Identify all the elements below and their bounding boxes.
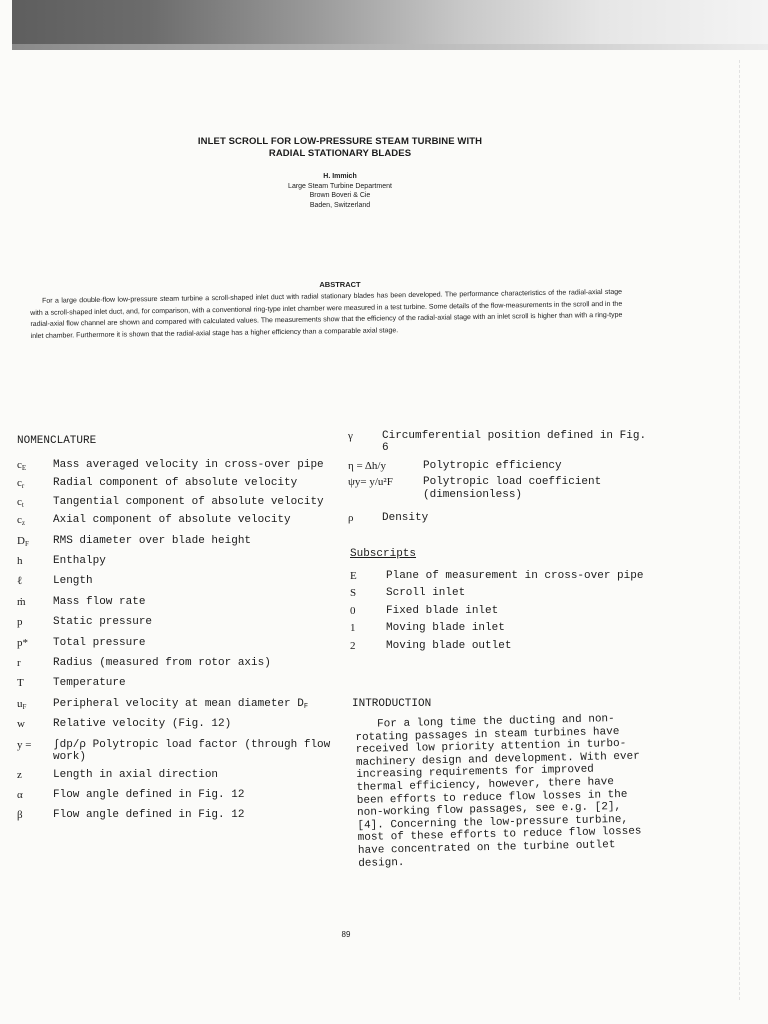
nomenclature-row — [17, 718, 332, 733]
subscript-symbol: E — [350, 570, 357, 582]
nomenclature-row — [17, 739, 332, 764]
scan-edge-shadow — [12, 0, 768, 50]
nomenclature-right-list — [348, 430, 648, 524]
nomenclature-symbol: $c_r$ — [17, 477, 25, 491]
nomenclature-symbol: p* — [17, 636, 28, 649]
author-name: H. Immich — [323, 173, 357, 180]
author-department: Large Steam Turbine Department — [288, 182, 392, 190]
nomenclature-symbol: $c_t$ — [17, 495, 24, 509]
nomenclature-definition: Temperature — [53, 677, 126, 690]
subscript-row — [350, 570, 650, 582]
nomenclature-definition: Tangential component of absolute velocity — [53, 495, 324, 508]
title-line-1: INLET SCROLL FOR LOW-PRESSURE STEAM TURBINE WITH — [197, 136, 483, 147]
author-company: Brown Boveri & Cie — [309, 192, 371, 199]
nomenclature-symbol: β — [17, 809, 23, 822]
nomenclature-symbol: y = — [17, 738, 32, 751]
nomenclature-definition: Polytropic efficiency — [423, 459, 562, 472]
nomenclature-row — [17, 677, 332, 692]
nomenclature-definition: Radius (measured from rotor axis) — [53, 657, 271, 670]
nomenclature-definition: ∫dp/ρ Polytropic load factor (through flow work) — [53, 738, 331, 764]
nomenclature-definition: Axial component of absolute velocity — [53, 514, 291, 527]
nomenclature-symbol: γ — [348, 430, 353, 442]
subscript-definition: Moving blade outlet — [386, 639, 512, 652]
nomenclature-row — [348, 512, 648, 524]
nomenclature-symbol: $c_E$ — [17, 459, 27, 472]
nomenclature-row — [17, 637, 332, 652]
nomenclature-definition: Length in axial direction — [53, 768, 219, 781]
introduction-heading: INTRODUCTION — [352, 698, 432, 710]
nomenclature-heading: NOMENCLATURE — [17, 435, 97, 447]
subscript-symbol: S — [350, 587, 357, 600]
abstract-text: For a large double-flow low-pressure steam turbine a scroll-shaped inlet duct with radial stationary blades has been developed. The performance characteristics of the radial-axial stage with a scroll-shaped inlet duct, and, for comparison, with a conventional ring-type inlet chamber were measured in a test turbine. Some details of the flow-measurements in the scroll and in the radial-axial flow channel are shown and compared with calculated values. The measurements show that the efficiency of the radial-axial stage with an inlet scroll is higher than with a ring-type inlet chamber. Furthermore it is shown that the radial-axial stage has a higher efficiency than a comparable axial stage. — [30, 288, 623, 340]
nomenclature-row — [17, 477, 332, 492]
page-number: 89 — [341, 930, 351, 939]
nomenclature-definition: Mass averaged velocity in cross-over pipe — [53, 459, 324, 471]
nomenclature-definition: Total pressure — [53, 636, 146, 649]
subscript-row — [350, 587, 650, 599]
nomenclature-row — [17, 575, 332, 590]
nomenclature-definition: Enthalpy — [53, 555, 106, 568]
nomenclature-row — [17, 459, 332, 474]
nomenclature-definition: RMS diameter over blade height — [53, 534, 252, 547]
subscript-definition: Plane of measurement in cross-over pipe — [386, 570, 644, 582]
subscript-row — [350, 622, 650, 634]
nomenclature-symbol: η = Δh/y — [348, 459, 386, 472]
nomenclature-definition: Peripheral velocity at mean diameter $D_F$ — [53, 697, 309, 711]
paper-title — [130, 136, 550, 160]
nomenclature-symbol: z — [17, 768, 22, 781]
nomenclature-definition: Flow angle defined in Fig. 12 — [53, 809, 245, 822]
subscript-definition: Fixed blade inlet — [386, 604, 499, 617]
nomenclature-definition: Relative velocity (Fig. 12) — [53, 718, 232, 731]
subscript-definition: Scroll inlet — [386, 587, 466, 600]
nomenclature-symbol: w — [17, 718, 25, 731]
nomenclature-row — [17, 769, 332, 784]
subscript-symbol: 1 — [350, 622, 356, 635]
nomenclature-row — [17, 496, 332, 511]
nomenclature-list — [17, 459, 332, 825]
nomenclature-row — [17, 535, 332, 550]
nomenclature-symbol: ψy= y/u²F — [348, 476, 393, 489]
subscript-row — [350, 640, 650, 652]
scan-margin-marks — [739, 60, 768, 1000]
nomenclature-symbol: T — [17, 677, 24, 690]
subscript-definition: Moving blade inlet — [386, 622, 505, 635]
nomenclature-symbol: ρ — [348, 512, 354, 525]
nomenclature-definition: Length — [53, 575, 93, 588]
nomenclature-row — [17, 514, 332, 529]
nomenclature-row — [17, 789, 332, 804]
nomenclature-definition: Mass flow rate — [53, 595, 146, 608]
subscript-row — [350, 605, 650, 617]
nomenclature-definition: Polytropic load coefficient (dimensionless) — [423, 476, 602, 501]
nomenclature-symbol: p — [17, 616, 23, 629]
subscript-symbol: 0 — [350, 604, 356, 617]
nomenclature-symbol: h — [17, 555, 23, 568]
subscripts-list — [350, 570, 650, 652]
nomenclature-symbol: $c_z$ — [17, 514, 25, 528]
nomenclature-symbol: ṁ — [17, 595, 26, 608]
author-block — [130, 172, 550, 210]
abstract-heading: ABSTRACT — [319, 280, 361, 289]
introduction-text: For a long time the ducting and non-rotating passages in steam turbines have received low priority attention in turbo-machinery design and development. With ever increasing requirements for improved thermal efficiency, however, there have been efforts to reduce flow losses in the non-working flow passages, see e.g. [2],[4]. Concerning the low-pressure turbine, most of these efforts to reduce flow losses have concentrated on the turbine outlet design. — [355, 713, 642, 870]
nomenclature-definition: Flow angle defined in Fig. 12 — [53, 788, 245, 801]
nomenclature-symbol: ℓ — [17, 575, 23, 588]
nomenclature-row — [17, 809, 332, 824]
nomenclature-row — [348, 430, 648, 455]
nomenclature-row — [17, 657, 332, 672]
nomenclature-symbol: α — [17, 788, 23, 801]
nomenclature-definition: Radial component of absolute velocity — [53, 477, 298, 490]
nomenclature-row — [17, 616, 332, 631]
nomenclature-row — [17, 698, 332, 713]
nomenclature-row — [17, 596, 332, 611]
nomenclature-row — [348, 460, 648, 472]
title-line-2: RADIAL STATIONARY BLADES — [268, 148, 412, 159]
subscripts-heading: Subscripts — [350, 548, 417, 560]
nomenclature-definition: Circumferential position defined in Fig. 6 — [382, 430, 647, 455]
nomenclature-symbol: $D_F$ — [17, 534, 29, 548]
nomenclature-symbol: $u_F$ — [17, 697, 27, 711]
subscript-symbol: 2 — [350, 639, 356, 652]
nomenclature-definition: Static pressure — [53, 616, 153, 629]
author-location: Baden, Switzerland — [309, 201, 371, 209]
nomenclature-symbol: r — [17, 657, 21, 670]
nomenclature-row — [348, 476, 648, 501]
nomenclature-definition: Density — [382, 512, 429, 525]
nomenclature-row — [17, 555, 332, 570]
